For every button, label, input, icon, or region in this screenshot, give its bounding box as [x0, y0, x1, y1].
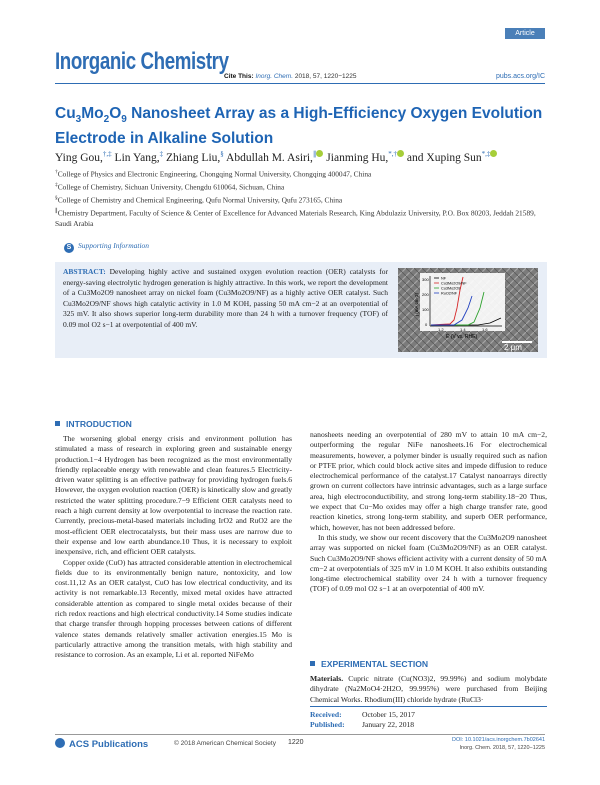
page-number: 1220 [288, 739, 304, 746]
cite-journal-link[interactable]: Inorg. Chem. [255, 73, 294, 80]
right-column [310, 430, 547, 595]
cite-label: Cite This: [224, 73, 254, 80]
author-name: and Xuping Sun [406, 152, 482, 164]
materials-label: Materials. [310, 674, 344, 683]
journal-url-link[interactable]: pubs.acs.org/IC [495, 73, 545, 80]
abstract-body: Developing highly active and sustained oxygen evolution reaction (OER) catalysts for energy-saving electrolytic hydrogen generation is highly attractive. In this work, we report the development of a Cu3Mo2O9 nanosheet array on nickel foam (Cu3Mo2O9/NF) as a highly active OER catalyst. Such Cu3Mo2O9/NF shows high catalytic activity in 1.0 M KOH, passing 50 mA cm−2 at an overpotential of 325 mV. It also shows superior long-term durability more than 24 h with a turnover frequency (TOF) of 0.09 mol O2 s−1 at overpotential of 400 mV. [63, 267, 388, 329]
published-date: January 22, 2018 [362, 720, 415, 729]
copyright-notice: © 2018 American Chemical Society [174, 740, 276, 747]
scale-bar-label: 2 μm [504, 343, 522, 352]
orcid-icon[interactable] [490, 150, 497, 157]
author-name: Lin Yang, [114, 152, 160, 164]
abstract-text [63, 267, 388, 330]
y-axis-label: j (mA cm-2) [414, 293, 419, 316]
published-label: Published: [310, 720, 345, 729]
acs-publications-logo[interactable]: ACS Publications [55, 738, 148, 750]
affiliation: †College of Physics and Electronic Engineering, Chongqing Normal University, Chongqing 400047, China [55, 169, 372, 179]
toc-graphic [398, 268, 538, 352]
doi-link[interactable]: DOI: 10.1021/acs.inorgchem.7b02641 [452, 737, 545, 743]
article-type-badge: Article [505, 28, 545, 39]
left-column [55, 434, 292, 661]
materials-paragraph [310, 674, 547, 705]
author-name: Zhiang Liu, [165, 152, 221, 164]
footer-divider [55, 734, 545, 735]
author-name: Jianming Hu, [326, 152, 389, 164]
ytick-label: 100 [422, 307, 429, 312]
received-date: October 15, 2017 [362, 710, 415, 719]
journal-title[interactable]: Inorganic Chemistry [55, 48, 229, 75]
legend-label: Cu3Mo2O9 [441, 286, 461, 291]
author-name: Ying Gou, [55, 152, 103, 164]
ytick-label: 0 [425, 322, 428, 327]
x-axis-label: E (V vs. RHE) [446, 334, 478, 340]
affiliation: §College of Chemistry and Chemical Engineering, Qufu Normal University, Qufu 273165, China [55, 195, 343, 205]
paragraph: In this study, we show our recent discovery that the Cu3Mo2O9 nanosheet array was supported on nickel foam (Cu3Mo2O9/NF) as an OER catalyst. Such Cu3Mo2O9/NF shows efficient activity with a current density of 50 mA cm−2 at overpotentials of 325 mV in 1.0 M KOH. It also exhibits outstanding long-time electrochemical stability over 24 h with a turnover frequency (TOF) of 0.09 mol O2 s−1 at an overpotential of 400 mV. [310, 532, 547, 594]
footer-citation: Inorg. Chem. 2018, 57, 1220−1225 [459, 744, 545, 751]
section-heading-introduction: INTRODUCTION [55, 419, 132, 429]
acs-logo-icon [55, 738, 65, 748]
author-name: Abdullah M. Asiri, [226, 152, 313, 164]
paragraph: The worsening global energy crisis and environment pollution has stimulated a mass of research in exploring green and sustainable energy production.1−4 Hydrogen has been recognized as the most environmentally friendly replaceable energy with renewable and clean features.5 Electricity-driven water splitting is an effective pathway for providing hydrogen fuels.6 However, the oxygen evolution reaction (OER) is kinetically slow and greatly restricted the water splitting procedure.7−9 Efficient OER catalysts need to reach a high current density at low overpotential to increase the reaction rate. Currently, precious-metal-based materials including IrO2 and RuO2 are the most-efficient OER electrocatalysts, but their mass uses are narrow due to their expense and low earth abundance.10 Thus, it is necessary to exploit inexpensive, rich, and efficient OER catalysts. [55, 434, 292, 557]
dates-divider [310, 706, 547, 707]
abstract-label: ABSTRACT: [63, 267, 106, 276]
legend-label: Cu3Mo2O9/NF [441, 281, 467, 286]
xtick-label: 1.6 [482, 327, 488, 332]
ytick-label: 200 [422, 292, 429, 297]
ytick-label: 300 [422, 277, 429, 282]
section-heading-experimental: EXPERIMENTAL SECTION [310, 659, 428, 669]
paper-title: $Cu_3Mo_2O_9$ Nanosheet Array as a High-Efficiency Oxygen Evolution Electrode in Alkaline Solution [55, 105, 543, 148]
affiliation: ‡College of Chemistry, Sichuan University, Chengdu 610064, Sichuan, China [55, 182, 285, 192]
orcid-icon[interactable] [316, 150, 323, 157]
orcid-icon[interactable] [397, 150, 404, 157]
supporting-info-icon: S [64, 243, 74, 253]
author-list: Ying Gou,†,‡ Lin Yang,‡ Zhiang Liu,§ Abdullah M. Asiri,∥ Jianming Hu,*,† and Xuping Sun*,‡ [55, 150, 497, 164]
header-divider [55, 83, 545, 84]
publication-dates [310, 710, 415, 730]
paragraph: Copper oxide (CuO) has attracted considerable attention in electrochemical fields due to its environmentally benign nature, nontoxicity, and low cost.11,12 As an OER catalyst, CuO has low electrical conductivity, and its activity is not remarkable.13 Recently, mixed metal oxides have attracted considerable attention as compared to single metal oxides because of their rich redox reactions and high electrical conductivity.14 Some studies indicate that charge transfer through hopping processes between cations of different valence states demands relatively smaller activation energies.15 Mo is particularly attractive among the transition metals, with high stability and resistance to corrosion. As an example, Li et al. reported NiFeMo [55, 557, 292, 660]
abstract-box [55, 262, 547, 358]
affiliation: ∥Chemistry Department, Faculty of Science & Center of Excellence for Advanced Materials Research, King Abdulaziz University, P.O. Box 80203, Jeddah 21589, Saudi Arabia [55, 208, 536, 229]
cite-line [224, 73, 356, 80]
legend-label: RuO2/NF [441, 291, 458, 296]
received-label: Received: [310, 710, 342, 719]
xtick-label: 1.4 [460, 327, 466, 332]
cite-details: 2018, 57, 1220−1225 [294, 73, 357, 80]
toc-graphic-svg [398, 268, 538, 352]
legend-label: NF [441, 276, 447, 281]
affiliations [55, 167, 550, 230]
materials-text: Cupric nitrate (Cu(NO3)2, 99.99%) and sodium molybdate dihydrate (Na2MoO4·2H2O, 99.995%) were purchased from Beijing Chemical Works. Rhodium(III) chloride hydrate (RuCl3· [310, 674, 547, 704]
doi-info [452, 737, 545, 752]
supporting-information-link[interactable]: S Supporting Information [64, 241, 149, 253]
xtick-label: 1.2 [438, 327, 444, 332]
paragraph: nanosheets needing an overpotential of 280 mV to attain 10 mA cm−2, outperforming the regular NiFe nanosheets.16 For electrochemical measurements, however, a polymer binder is usually required such as nafion or PTFE prior, which could block active sites and impede diffusion to reduce electrochemical performance of the catalyst.17 Catalyst nanoarrays directly grown on current collectors have intrinsic advantages, such as a large surface area, high electroconductibility, and strong long-term stability.18−20 Thus, we expect that Cu−Mo oxides may offer a high charge transfer rate, good reaction kinetics, strong long-term stability, and superb OER performance, which, however, has not been addressed before. [310, 430, 547, 532]
